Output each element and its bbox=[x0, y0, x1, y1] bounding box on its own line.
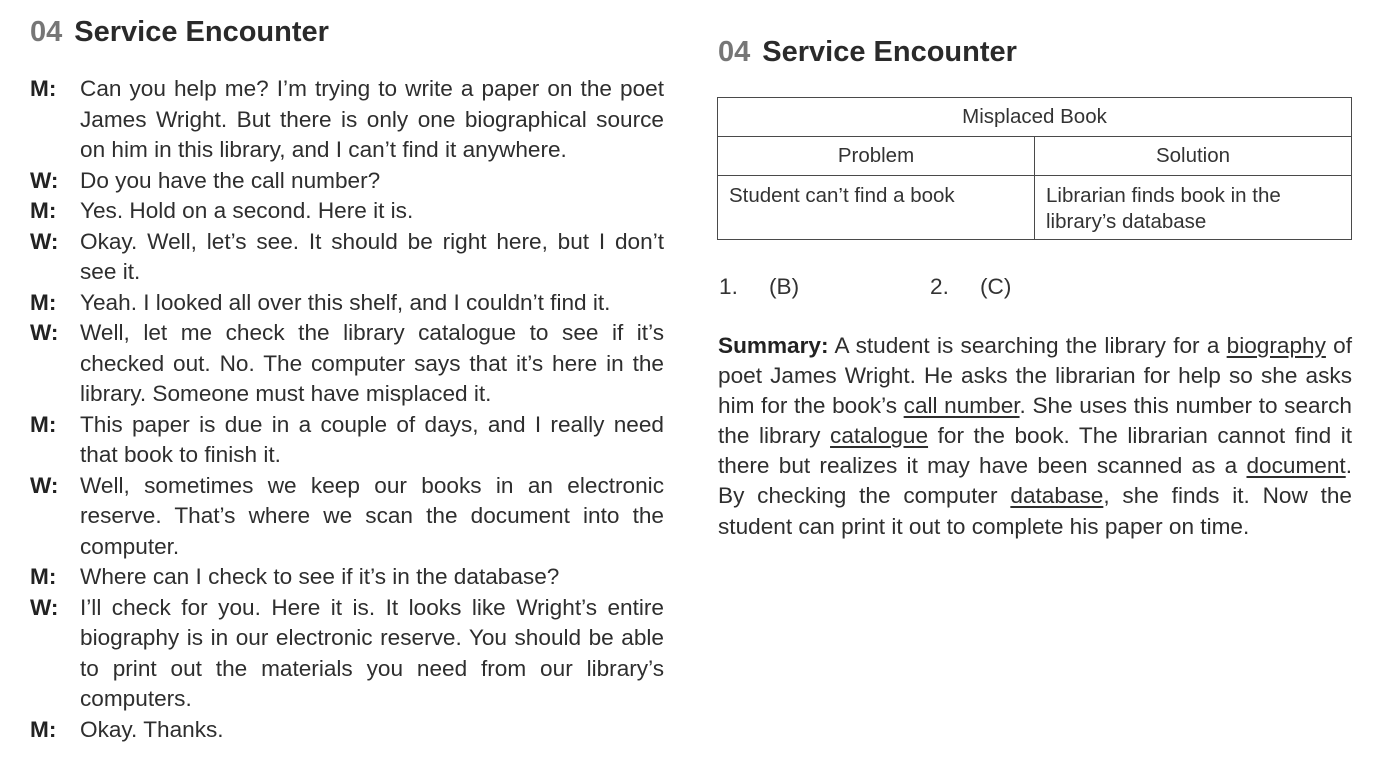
speaker-label: M: bbox=[30, 716, 57, 742]
underlined-term: biography bbox=[1226, 333, 1326, 358]
underlined-term: database bbox=[1010, 483, 1104, 509]
speaker-label: W: bbox=[30, 594, 59, 620]
dialogue-turn bbox=[30, 288, 664, 319]
table-header-row bbox=[718, 137, 1352, 176]
section-number: 04 bbox=[718, 36, 751, 68]
speaker-label: W: bbox=[30, 320, 59, 345]
utterance-text: Can you help me? I’m trying to write a paper on the poet James Wright. But there is only one biographical source on him in this library, and I can’t find it anywhere. bbox=[80, 76, 664, 162]
utterance-text: This paper is due in a couple of days, and I really need that book to finish it. bbox=[80, 411, 664, 467]
answer-number: 2. bbox=[930, 274, 949, 299]
utterance-text: Where can I check to see if it’s in the database? bbox=[80, 564, 560, 589]
dialogue-turn bbox=[30, 74, 664, 166]
problem-cell: Student can’t find a book bbox=[718, 176, 1035, 240]
answer-choice: (C) bbox=[980, 274, 1012, 299]
dialogue-turn bbox=[30, 227, 664, 288]
utterance-text: I’ll check for you. Here it is. It looks like Wright’s entire biography is in our electronic reserve. You should be able to print out the materials you need from our library’s computers. bbox=[80, 594, 664, 711]
solution-header: Solution bbox=[1035, 137, 1352, 176]
section-number: 04 bbox=[30, 16, 63, 48]
speaker-label: W: bbox=[30, 228, 59, 254]
underlined-term: document bbox=[1246, 453, 1346, 479]
section-name: Service Encounter bbox=[762, 36, 1017, 68]
speaker-label: M: bbox=[30, 76, 57, 101]
utterance-text: Well, let me check the library catalogue to see if it’s checked out. No. The computer says that it’s here in the library. Someone must have misplaced it. bbox=[80, 320, 664, 406]
speaker-label: W: bbox=[30, 167, 59, 193]
solution-cell: Librarian finds book in the library’s database bbox=[1035, 176, 1352, 240]
problem-header: Problem bbox=[718, 137, 1035, 176]
speaker-label: M: bbox=[30, 198, 57, 223]
utterance-text: Yeah. I looked all over this shelf, and I couldn’t find it. bbox=[80, 289, 611, 315]
dialogue-turn bbox=[30, 166, 664, 197]
dialogue-turn bbox=[30, 593, 664, 715]
summary-label: Summary: bbox=[718, 333, 829, 358]
answer-choice: (B) bbox=[769, 274, 800, 299]
utterance-text: Do you have the call number? bbox=[80, 167, 381, 193]
right-section-title bbox=[718, 35, 1017, 69]
summary-text: for the book. The librarian cannot find it there but realizes it may have been scanned as a bbox=[718, 423, 1353, 479]
section-name: Service Encounter bbox=[74, 16, 329, 48]
dialogue-transcript bbox=[30, 74, 664, 745]
left-section-title bbox=[30, 15, 329, 49]
utterance-text: Okay. Thanks. bbox=[80, 716, 224, 742]
utterance-text: Yes. Hold on a second. Here it is. bbox=[80, 198, 414, 223]
dialogue-turn bbox=[30, 715, 664, 746]
summary-text: A student is searching the library for a bbox=[828, 333, 1227, 358]
speaker-label: M: bbox=[30, 564, 57, 589]
summary-text: , she finds it. Now the student can print it out to complete his paper on time. bbox=[718, 483, 1352, 539]
dialogue-turn bbox=[30, 318, 664, 410]
utterance-text: Okay. Well, let’s see. It should be right here, but I don’t see it. bbox=[80, 228, 664, 284]
dialogue-turn bbox=[30, 562, 664, 593]
speaker-label: M: bbox=[30, 289, 57, 315]
dialogue-turn bbox=[30, 410, 664, 471]
underlined-term: catalogue bbox=[830, 423, 929, 449]
utterance-text: Well, sometimes we keep our books in an electronic reserve. That’s where we scan the document into the computer. bbox=[80, 472, 664, 559]
problem-solution-table bbox=[717, 97, 1352, 240]
speaker-label: M: bbox=[30, 411, 57, 437]
dialogue-turn bbox=[30, 196, 664, 227]
dialogue-turn bbox=[30, 471, 664, 563]
summary-paragraph bbox=[718, 331, 1352, 542]
summary-text: . By checking the computer bbox=[718, 453, 1352, 509]
table-row bbox=[718, 176, 1352, 240]
summary-text: of poet James Wright. He asks the librarian for help so she asks him for the book’s bbox=[718, 333, 1352, 419]
speaker-label: W: bbox=[30, 472, 59, 498]
table-caption-row bbox=[718, 98, 1352, 137]
table-caption: Misplaced Book bbox=[718, 98, 1352, 137]
answer-number: 1. bbox=[719, 274, 738, 299]
summary-text: . She uses this number to search the library bbox=[718, 393, 1352, 449]
underlined-term: call number bbox=[903, 393, 1020, 419]
